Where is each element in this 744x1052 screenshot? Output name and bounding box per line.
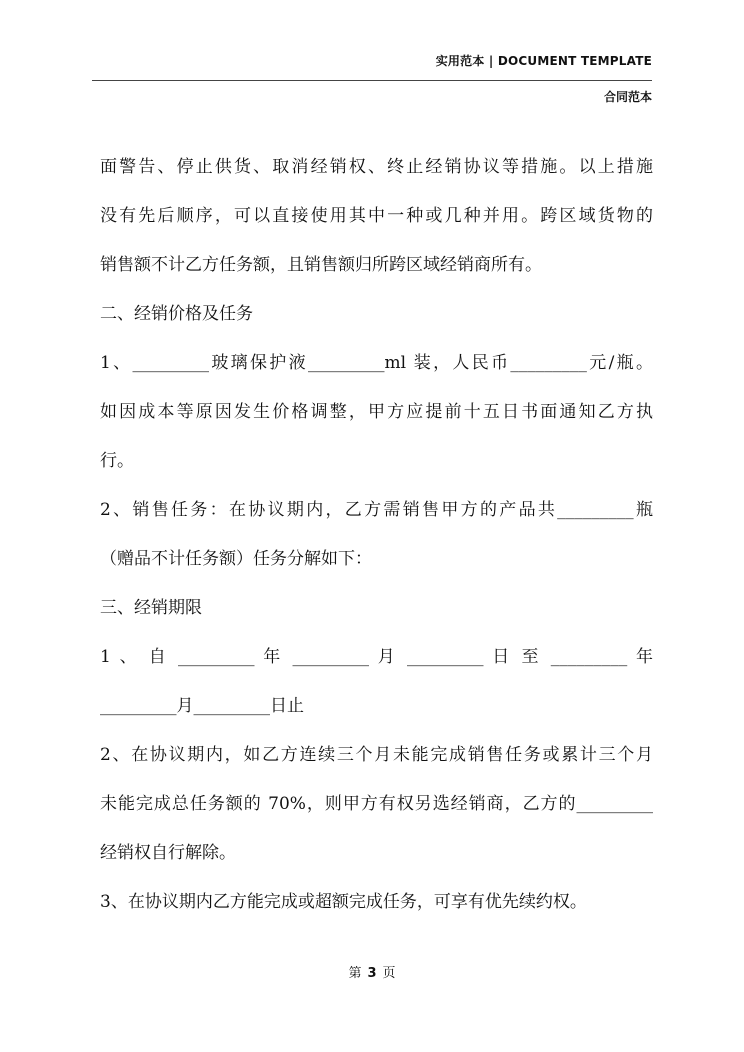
body-line: 2、销售任务：在协议期内，乙方需销售甲方的产品共_________瓶 (100, 500, 653, 520)
body-line: 2、在协议期内，如乙方连续三个月未能完成销售任务或累计三个月 (100, 745, 653, 765)
body-line: 面警告、停止供货、取消经销权、终止经销协议等措施。以上措施 (100, 157, 653, 177)
page-footer (0, 962, 744, 981)
header-divider (92, 80, 652, 81)
header-subtitle: 合同范本 (603, 90, 652, 104)
body-line: 没有先后顺序，可以直接使用其中一种或几种并用。跨区域货物的 (100, 206, 653, 226)
body-line: _________月_________日止 (100, 696, 304, 716)
body-line: 如因成本等原因发生价格调整，甲方应提前十五日书面通知乙方执 (100, 402, 653, 422)
body-line: 未能完成总任务额的 70%，则甲方有权另选经销商，乙方的_________ (100, 794, 653, 814)
body-line: 销售额不计乙方任务额，且销售额归所跨区域经销商所有。 (100, 255, 542, 275)
page-prefix: 第 (348, 966, 362, 981)
body-line: （赠品不计任务额）任务分解如下： (100, 549, 372, 569)
body-line: 1 、 自 _________ 年 _________ 月 _________ 日 至 _________ 年 (100, 647, 653, 667)
page-number: 3 (367, 966, 377, 981)
page-suffix: 页 (382, 966, 396, 981)
header-title: 实用范本 | DOCUMENT TEMPLATE (435, 54, 652, 68)
body-line: 1、_________玻璃保护液_________ml 装，人民币_________元/瓶。 (100, 353, 653, 373)
body-line: 3、在协议期内乙方能完成或超额完成任务，可享有优先续约权。 (100, 892, 587, 912)
body-line: 行。 (100, 451, 134, 471)
section-heading: 三、经销期限 (100, 598, 202, 618)
body-line: 经销权自行解除。 (100, 843, 236, 863)
document-body (100, 143, 653, 927)
section-heading: 二、经销价格及任务 (100, 304, 253, 324)
